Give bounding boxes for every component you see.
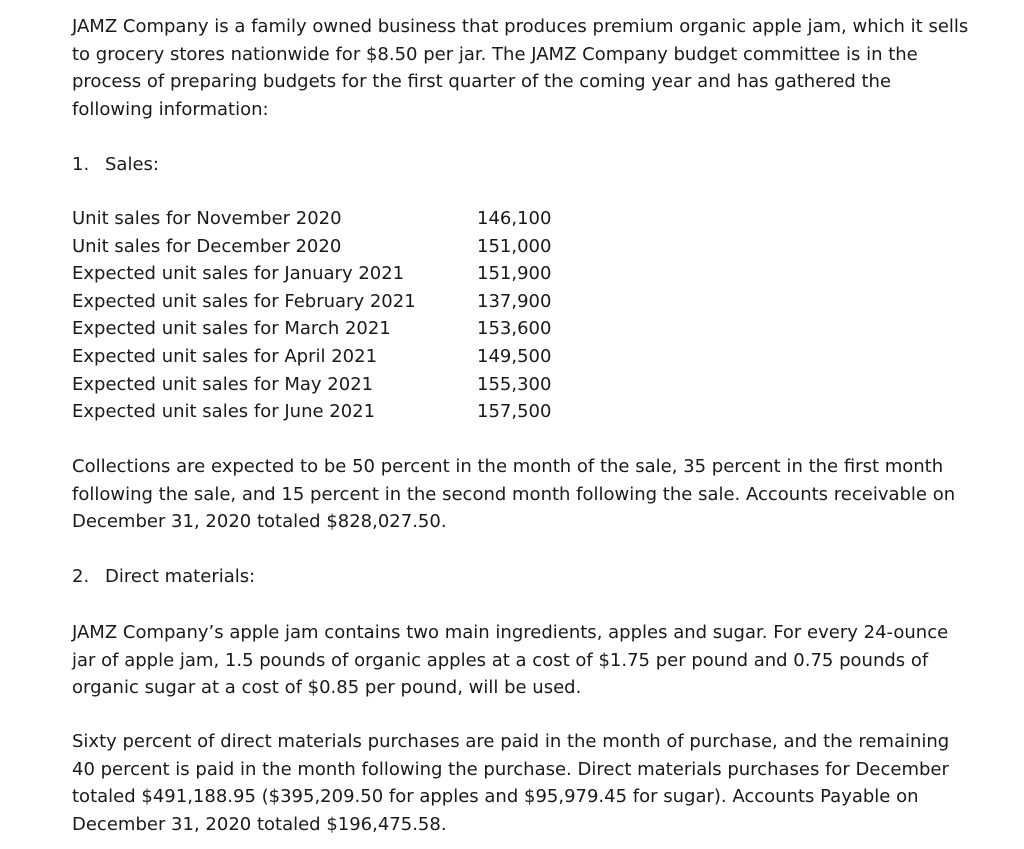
table-row [72,233,577,261]
sales-heading-number: 1. [72,154,90,175]
unit-sales-table [72,205,577,426]
row-label: Unit sales for December 2020 [72,235,342,257]
row-value: 157,500 [477,401,552,423]
row-value: 137,900 [477,290,552,312]
row-value: 146,100 [477,208,552,229]
materials-heading-title: Direct materials: [105,566,256,587]
table-row [72,371,577,399]
materials-heading-number: 2. [72,566,90,587]
row-label: Expected unit sales for April 2021 [72,345,378,367]
row-value: 153,600 [477,318,552,340]
table-row [72,398,577,426]
row-label: Expected unit sales for March 2021 [72,318,391,340]
row-label: Expected unit sales for May 2021 [72,373,374,395]
table-row [72,260,577,288]
row-label: Expected unit sales for June 2021 [72,401,376,423]
row-value: 155,300 [477,373,552,395]
row-value: 151,900 [477,263,552,285]
row-label: Unit sales for November 2020 [72,208,342,229]
row-label: Expected unit sales for January 2021 [72,263,405,285]
row-value: 151,000 [477,235,552,257]
sales-heading-title: Sales: [105,154,159,175]
ingredients-paragraph: JAMZ Company’s apple jam contains two main ingredients, apples and sugar. For every 24-ounce jar of apple jam, 1.5 pounds of organic apples at a cost of $1.75 per pound and 0.75 pounds of organic sugar at a cost of $0.85 per pound, will be used. [72,622,949,699]
sales-heading [72,151,159,178]
table-row [72,288,577,316]
direct-materials-heading [72,563,255,590]
table-row [72,205,577,233]
row-value: 149,500 [477,345,552,367]
row-label: Expected unit sales for February 2021 [72,290,416,312]
intro-paragraph: JAMZ Company is a family owned business that produces premium organic apple jam, which it sells to grocery stores nationwide for $8.50 per jar. The JAMZ Company budget committee is in the process of preparing budgets for the first quarter of the coming year and has gathered the following information: [72,16,969,120]
table-row [72,315,577,343]
payments-paragraph: Sixty percent of direct materials purchases are paid in the month of purchase, and the remaining 40 percent is paid in the month following the purchase. Direct materials purchases for December totaled $491,188.95 ($395,209.50 for apples and $95,979.45 for sugar). Accounts Payable on December 31, 2020 totaled $196,475.58. [72,731,950,835]
collections-paragraph: Collections are expected to be 50 percent in the month of the sale, 35 percent in the first month following the sale, and 15 percent in the second month following the sale. Accounts receivable on December 31, 2020 totaled $828,027.50. [72,456,956,533]
table-row [72,343,577,371]
